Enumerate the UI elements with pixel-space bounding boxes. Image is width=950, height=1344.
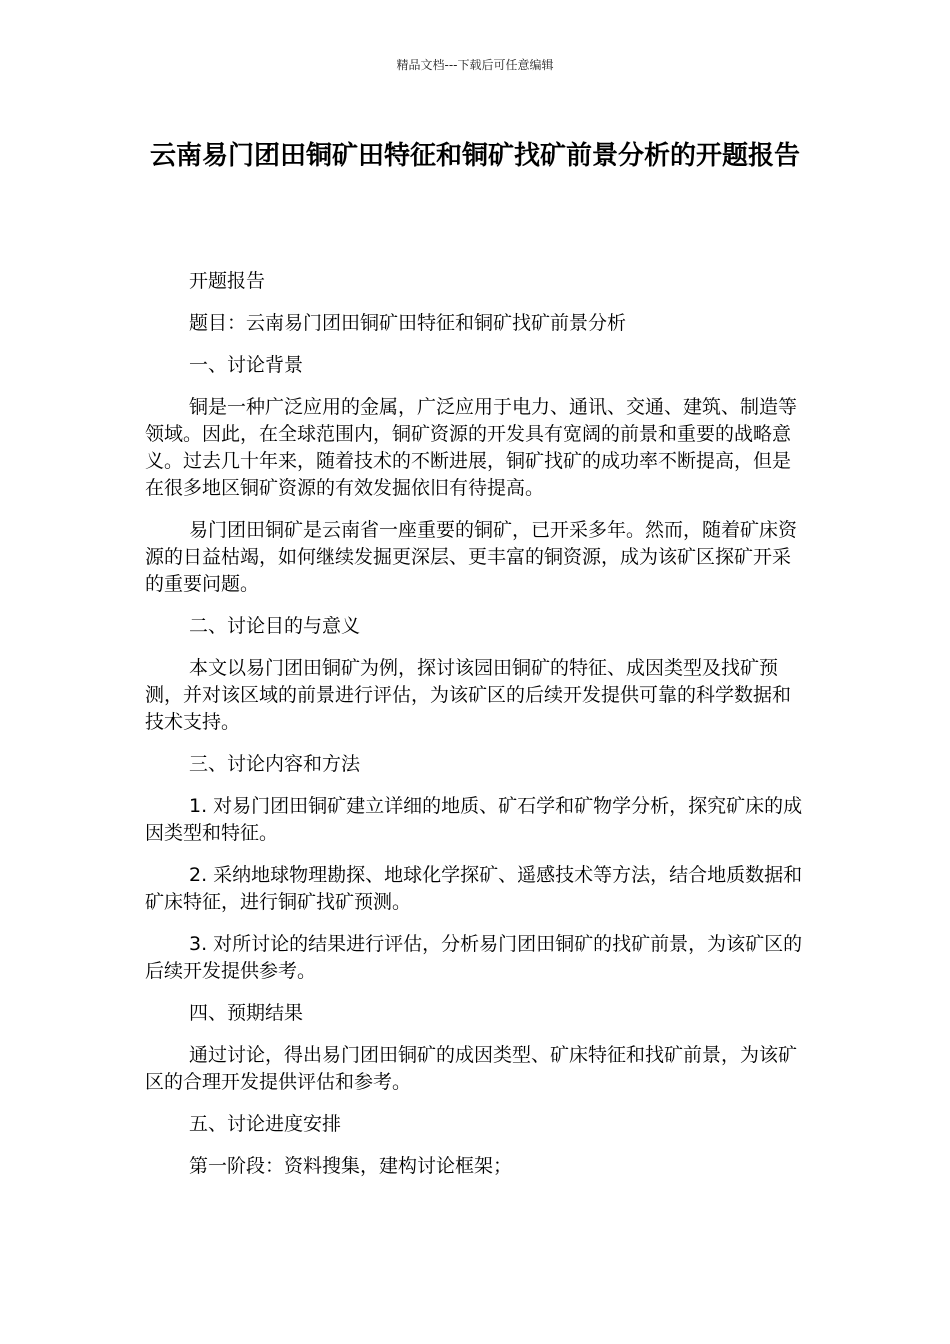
list-item: 3. 对所讨论的结果进行评估，分析易门团田铜矿的找矿前景，为该矿区的后续开发提供参考。 xyxy=(145,933,803,982)
page-header: 精品文档---下载后可任意编辑 xyxy=(396,58,554,72)
section-heading-background: 一、讨论背景 xyxy=(189,354,304,376)
paragraph-topic: 题目：云南易门团田铜矿田特征和铜矿找矿前景分析 xyxy=(189,312,627,334)
paragraph: 第一阶段：资料搜集，建构讨论框架； xyxy=(189,1155,513,1177)
paragraph: 铜是一种广泛应用的金属，广泛应用于电力、通讯、交通、建筑、制造等领域。因此，在全球范围内，铜矿资源的开发具有宽阔的前景和重要的战略意义。过去几十年来，随着技术的不断进展，铜矿找矿的成功率不断提高，但是在很多地区铜矿资源的有效发掘依旧有待提高。 xyxy=(145,396,798,499)
list-item: 1. 对易门团田铜矿建立详细的地质、矿石学和矿物学分析，探究矿床的成因类型和特征。 xyxy=(145,795,803,844)
document-body xyxy=(145,268,805,1195)
section-heading-purpose: 二、讨论目的与意义 xyxy=(189,615,361,637)
paragraph-label: 开题报告 xyxy=(189,270,266,292)
document-title: 云南易门团田铜矿田特征和铜矿找矿前景分析的开题报告 xyxy=(149,141,800,171)
list-item: 2. 采纳地球物理勘探、地球化学探矿、遥感技术等方法，结合地质数据和矿床特征，进行铜矿找矿预测。 xyxy=(145,864,803,913)
paragraph: 通过讨论，得出易门团田铜矿的成因类型、矿床特征和找矿前景，为该矿区的合理开发提供评估和参考。 xyxy=(145,1044,798,1093)
paragraph: 本文以易门团田铜矿为例，探讨该园田铜矿的特征、成因类型及找矿预测，并对该区域的前景进行评估，为该矿区的后续开发提供可靠的科学数据和技术支持。 xyxy=(145,657,792,733)
section-heading-schedule: 五、讨论进度安排 xyxy=(189,1113,342,1135)
section-heading-methods: 三、讨论内容和方法 xyxy=(189,753,361,775)
paragraph: 易门团田铜矿是云南省一座重要的铜矿，已开采多年。然而，随着矿床资源的日益枯竭，如何继续发掘更深层、更丰富的铜资源，成为该矿区探矿开采的重要问题。 xyxy=(145,519,798,595)
section-heading-results: 四、预期结果 xyxy=(189,1002,304,1024)
